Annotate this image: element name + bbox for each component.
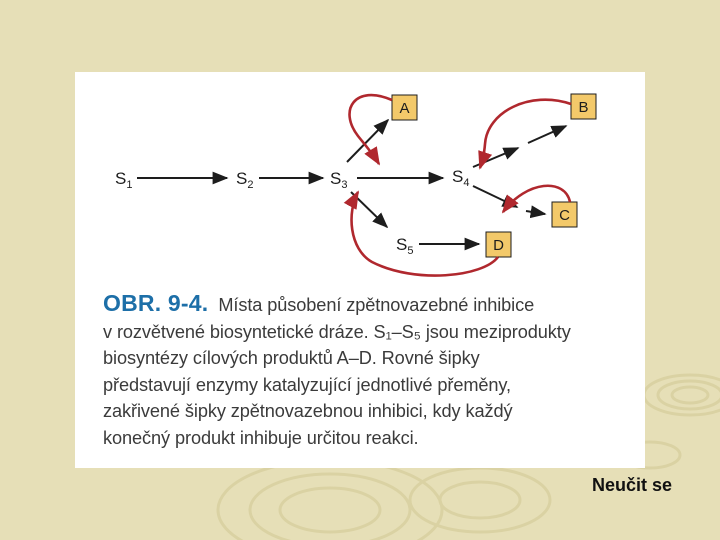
node-s3-subscript: 3 <box>341 179 348 191</box>
caption-line-6: konečný produkt inhibuje určitou reakci. <box>103 427 419 448</box>
caption-line-4: představují enzymy katalyzující jednotlivé přeměny, <box>103 374 512 395</box>
caption-line-2: v rozvětvené biosyntetické dráze. S₁–S₅ jsou meziprodukty <box>103 321 571 342</box>
caption-line-5: zakřivené šipky zpětnovazebnou inhibici, kdy každý <box>103 401 513 421</box>
node-s4-label: S <box>452 167 464 186</box>
node-s1-subscript: 1 <box>126 179 133 191</box>
arrow-s4-b-step1 <box>473 148 518 167</box>
node-s2-subscript: 2 <box>247 179 254 191</box>
product-box-d <box>486 232 511 257</box>
node-s1-label: S <box>115 169 127 188</box>
pathway-diagram <box>75 72 645 292</box>
arrow-s4-b-step2 <box>528 126 566 143</box>
node-s3 <box>330 169 347 191</box>
product-box-c <box>552 202 577 227</box>
node-s1 <box>115 169 132 191</box>
arrow-s4-c-step2 <box>526 211 545 214</box>
product-d-label: D <box>493 237 504 254</box>
caption-text-1: Místa působení zpětnovazebné inhibice <box>218 295 535 315</box>
figure-panel <box>75 72 645 468</box>
node-s5 <box>396 235 413 257</box>
node-s4-subscript: 4 <box>463 177 470 189</box>
node-s5-subscript: 5 <box>407 245 414 257</box>
node-s5-label: S <box>396 235 408 254</box>
product-b-label: B <box>578 99 589 116</box>
product-a-label: A <box>399 100 410 117</box>
product-box-b <box>571 94 596 119</box>
caption-line-3: biosyntézy cílových produktů A–D. Rovné šipky <box>103 348 480 368</box>
product-c-label: C <box>559 207 570 224</box>
figure-label: OBR. 9-4. <box>103 290 209 316</box>
caption-line-1 <box>103 290 633 319</box>
inhibition-arrow-d <box>352 192 498 276</box>
node-s2-label: S <box>236 169 248 188</box>
product-box-a <box>392 95 417 120</box>
node-s2 <box>236 169 253 191</box>
footer-note: Neučit se <box>592 475 673 495</box>
node-s4 <box>452 167 469 189</box>
figure-caption <box>103 290 633 451</box>
node-s3-label: S <box>330 169 342 188</box>
